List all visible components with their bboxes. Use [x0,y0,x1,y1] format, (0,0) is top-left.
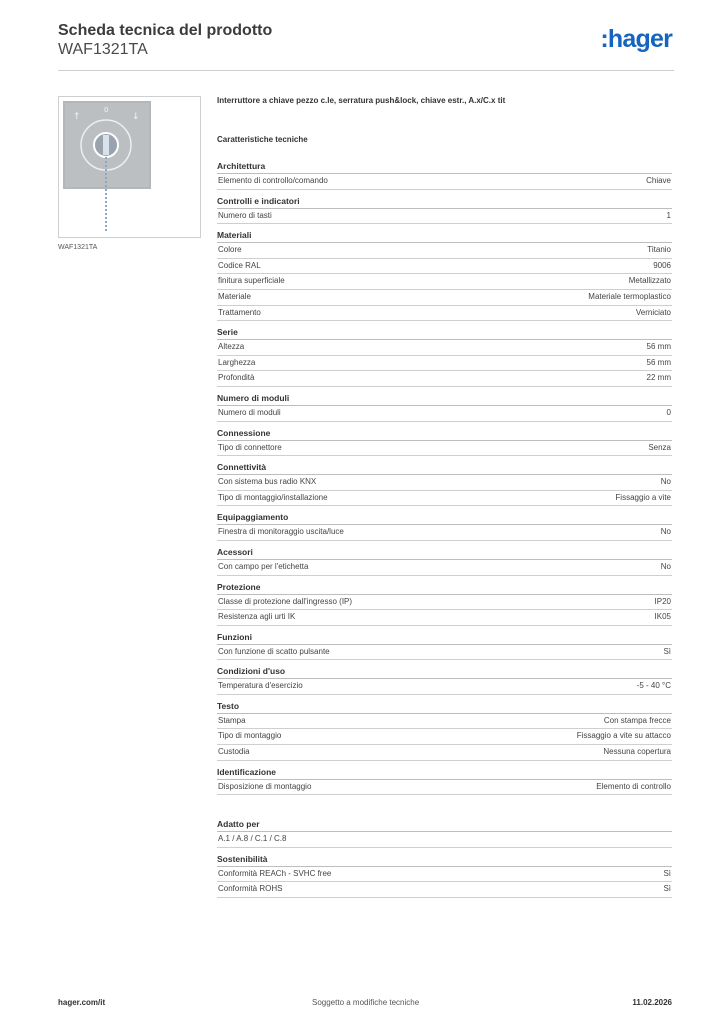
spec-value: IK05 [654,612,671,622]
spec-value: Verniciato [635,307,671,317]
spec-row [217,560,672,576]
spec-group [217,462,672,506]
spec-row [217,832,672,848]
spec-label: Conformità ROHS [218,884,283,894]
spec-value: 9006 [653,260,671,270]
spec-label: Larghezza [218,357,256,367]
spec-group [217,632,672,661]
spec-value: 56 mm [646,357,671,367]
spec-group-title: Sostenibilità [217,854,672,867]
spec-label: Trattamento [218,307,261,317]
spec-label: Codice RAL [218,260,261,270]
spec-label: Colore [218,245,242,255]
spec-label: Resistenza agli urti IK [218,612,296,622]
spec-value: No [660,477,671,487]
image-caption: WAF1321TA [58,244,98,251]
spec-label: Temperatura d'esercizio [218,681,303,691]
footer-date: 11.02.2026 [632,998,672,1007]
spec-group [217,666,672,695]
spec-label: Classe di protezione dall'ingresso (IP) [218,596,353,606]
spec-group-title: Serie [217,327,672,340]
spec-label: Disposizione di montaggio [218,781,312,791]
spec-group-title: Acessori [217,547,672,560]
spec-group-title: Adatto per [217,819,672,832]
spec-value: No [660,527,671,537]
spec-value: Fissaggio a vite su attacco [576,731,671,741]
spec-row [217,745,672,761]
spec-label: Con sistema bus radio KNX [218,477,317,487]
spec-row [217,356,672,372]
spec-group [217,701,672,761]
spec-value: Chiave [646,176,671,185]
spec-label: Tipo di montaggio/installazione [218,492,328,502]
spec-row [217,259,672,275]
product-image [58,96,201,238]
spec-row [217,679,672,695]
spec-label: Tipo di connettore [218,442,282,452]
spec-row [217,243,672,259]
spec-group [217,230,672,321]
spec-row [217,306,672,322]
spec-label: Profondità [218,373,255,383]
spec-value: 0 [666,407,671,417]
spec-row [217,340,672,356]
spec-row [217,867,672,883]
spec-group-title: Architettura [217,161,672,174]
spec-row [217,475,672,491]
spec-groups [217,161,672,898]
spec-label: Numero di moduli [218,407,281,417]
spec-value: Fissaggio a vite [615,492,671,502]
spec-label: finitura superficiale [218,276,285,286]
spec-group [217,854,672,898]
spec-group [217,547,672,576]
spec-value: No [660,561,671,571]
page-header [58,20,674,71]
spec-group [217,393,672,422]
spec-group [217,428,672,457]
spec-row [217,645,672,661]
spec-value: -5 - 40 °C [636,681,671,691]
spec-label: A.1 / A.8 / C.1 / C.8 [218,834,287,844]
spec-row [217,274,672,290]
product-code: WAF1321TA [58,41,148,58]
spec-group-title: Identificazione [217,767,672,780]
spec-label: Con campo per l'etichetta [218,561,309,571]
spec-group-title: Materiali [217,230,672,243]
spec-row [217,406,672,422]
spec-row [217,595,672,611]
spec-content [217,96,672,898]
spec-group-title: Numero di moduli [217,393,672,406]
spec-group [217,512,672,541]
spec-group [217,327,672,387]
spec-label: Numero di tasti [218,210,272,220]
spec-value: IP20 [654,596,671,606]
key-switch-image [59,97,200,237]
arrow-down-mark: ↓ [132,112,140,122]
spec-value: Nessuna copertura [603,747,671,757]
spec-row [217,290,672,306]
spec-group-title: Connettività [217,462,672,475]
spec-row [217,174,672,190]
spec-group-title: Condizioni d'uso [217,666,672,679]
spec-value: Senza [648,442,671,452]
section-title: Caratteristiche tecniche [217,135,308,144]
spec-row [217,525,672,541]
spec-row [217,729,672,745]
spec-value: 56 mm [646,342,671,352]
spec-value: Elemento di controllo [596,781,671,791]
spec-group-title: Controlli e indicatori [217,196,672,209]
spec-label: Tipo di montaggio [218,731,282,741]
spec-label: Finestra di monitoraggio uscita/luce [218,527,344,537]
arrow-up-mark: ↑ [73,112,81,122]
spec-row [217,441,672,457]
spec-label: Stampa [218,715,246,725]
spec-row [217,882,672,898]
product-description: Interruttore a chiave pezzo c.le, serratura push&lock, chiave estr., A.x/C.x tit [217,96,506,105]
page-title: Scheda tecnica del prodotto [58,22,273,39]
spec-value: Sì [663,646,671,656]
spec-label: Custodia [218,747,250,757]
section-spacer [217,795,672,813]
spec-label: Materiale [218,291,251,301]
spec-group-title: Connessione [217,428,672,441]
spec-row [217,371,672,387]
spec-row [217,780,672,796]
spec-group [217,767,672,796]
spec-group-title: Protezione [217,582,672,595]
spec-label: Altezza [218,342,245,352]
spec-value: Sì [663,884,671,894]
spec-label: Con funzione di scatto pulsante [218,646,330,656]
spec-row [217,491,672,507]
footer-note: Soggetto a modifiche tecniche [312,998,420,1007]
spec-group [217,196,672,225]
spec-group [217,161,672,190]
spec-row [217,610,672,626]
spec-value: Sì [663,868,671,878]
hager-logo: :hager [600,25,672,53]
spec-label: Conformità REACh - SVHC free [218,868,332,878]
spec-row [217,209,672,225]
spec-row [217,714,672,730]
footer-website[interactable]: hager.com/it [58,998,106,1007]
spec-group [217,819,672,848]
zero-mark: 0 [104,106,109,114]
spec-group-title: Equipaggiamento [217,512,672,525]
spec-value: Titanio [647,245,671,255]
spec-label: Elemento di controllo/comando [218,176,328,185]
spec-value: Con stampa frecce [603,715,671,725]
spec-value: Materiale termoplastico [588,291,671,301]
spec-group [217,582,672,626]
spec-value: Metallizzato [628,276,671,286]
spec-value: 1 [666,210,671,220]
spec-value: 22 mm [646,373,671,383]
spec-group-title: Testo [217,701,672,714]
spec-group-title: Funzioni [217,632,672,645]
